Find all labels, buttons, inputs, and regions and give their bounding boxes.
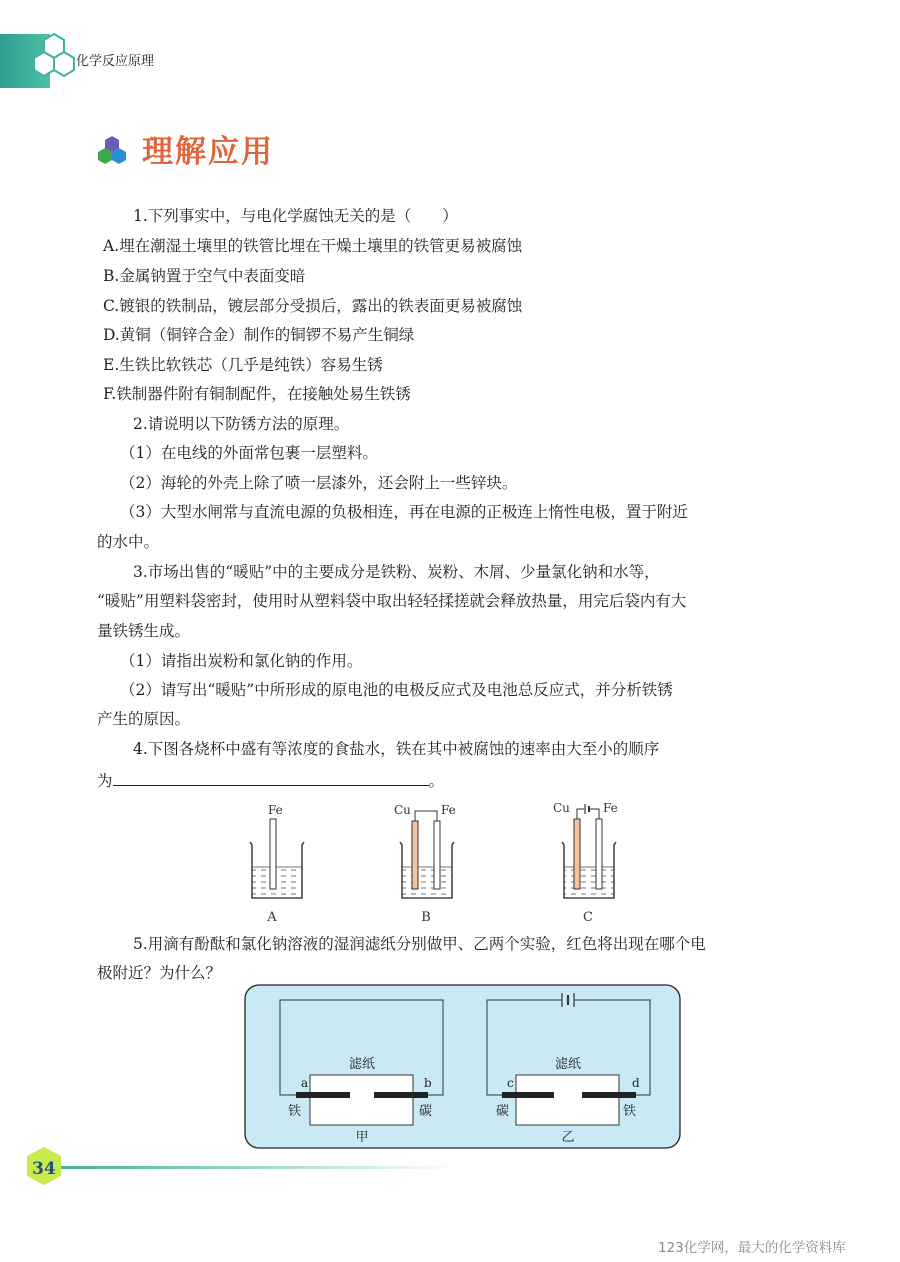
beaker-a bbox=[250, 803, 304, 925]
hexagon-logo-icon bbox=[28, 30, 80, 86]
q4-stem-line1: 4.下图各烧杯中盛有等浓度的食盐水，铁在其中被腐蚀的速率由大至小的顺序 bbox=[133, 740, 660, 758]
beaker-diagram bbox=[240, 795, 620, 930]
yi-paper-label: 滤纸 bbox=[554, 1057, 582, 1072]
q3-part-1: （1）请指出炭粉和氯化钠的作用。 bbox=[120, 652, 363, 670]
yi-letter-d: d bbox=[632, 1076, 640, 1090]
q1-option-e: E.生铁比软铁芯（几乎是纯铁）容易生锈 bbox=[103, 356, 383, 374]
q1-stem: 1.下列事实中，与电化学腐蚀无关的是（ ） bbox=[133, 207, 458, 225]
q5-stem-line1: 5.用滴有酚酞和氯化钠溶液的湿润滤纸分别做甲、乙两个实验，红色将出现在哪个电 bbox=[133, 935, 706, 953]
beaker-a-fe-label: Fe bbox=[268, 803, 283, 817]
yi-left-material: 碳 bbox=[496, 1104, 510, 1119]
filter-paper-experiment bbox=[244, 984, 682, 1150]
chapter-title: 化学反应原理 bbox=[76, 54, 155, 69]
beaker-a-label: A bbox=[267, 910, 277, 925]
q2-part-2: （2）海轮的外壳上除了喷一层漆外，还会附上一些锌块。 bbox=[120, 474, 518, 492]
jia-letter-b: b bbox=[424, 1076, 432, 1090]
q1-option-c: C.镀银的铁制品，镀层部分受损后，露出的铁表面更易被腐蚀 bbox=[103, 297, 523, 315]
cubes-icon bbox=[96, 134, 128, 166]
yi-right-material: 铁 bbox=[623, 1104, 637, 1119]
q3-stem-line1: 3.市场出售的“暖贴”中的主要成分是铁粉、炭粉、木屑、少量氯化钠和水等， bbox=[133, 563, 660, 581]
page-number-badge bbox=[20, 1144, 460, 1188]
q1-option-f: F.铁制器件附有铜制配件，在接触处易生铁锈 bbox=[103, 385, 411, 403]
section-title: 理解应用 bbox=[142, 134, 274, 170]
beaker-c-label: C bbox=[583, 910, 593, 925]
jia-letter-a: a bbox=[301, 1076, 309, 1090]
q3-stem-line3: 量铁锈生成。 bbox=[97, 622, 191, 640]
beaker-b-label: B bbox=[421, 910, 431, 925]
q3-part-2-line1: （2）请写出“暖贴”中所形成的原电池的电极反应式及电池总反应式，并分析铁锈 bbox=[120, 681, 673, 699]
yi-letter-c: c bbox=[507, 1076, 514, 1090]
jia-paper-label: 滤纸 bbox=[348, 1057, 376, 1072]
jia-left-material: 铁 bbox=[288, 1104, 302, 1119]
q1-option-d: D.黄铜（铜锌合金）制作的铜锣不易产生铜绿 bbox=[103, 326, 415, 344]
q5-stem-line2: 极附近？为什么？ bbox=[97, 964, 222, 982]
jia-right-material: 碳 bbox=[419, 1104, 433, 1119]
beaker-b-cu-label: Cu bbox=[394, 803, 411, 817]
page-number: 34 bbox=[32, 1159, 56, 1179]
watermark-text: 123化学网，最大的化学资料库 bbox=[658, 1240, 846, 1256]
beaker-c-fe-label: Fe bbox=[603, 801, 618, 815]
yi-caption: 乙 bbox=[561, 1130, 575, 1145]
beaker-b-fe-label: Fe bbox=[441, 803, 456, 817]
q1-option-b: B.金属钠置于空气中表面变暗 bbox=[103, 267, 306, 285]
beaker-c-cu-label: Cu bbox=[553, 801, 570, 815]
q3-stem-line2: “暖贴”用塑料袋密封，使用时从塑料袋中取出轻轻揉搓就会释放热量，用完后袋内有大 bbox=[97, 592, 687, 610]
q2-part-3-line2: 的水中。 bbox=[97, 533, 160, 551]
q4-prefix: 为 bbox=[97, 772, 113, 790]
answer-blank bbox=[113, 769, 429, 786]
q3-part-2-line2: 产生的原因。 bbox=[97, 710, 191, 728]
q4-stem-line2 bbox=[97, 769, 444, 791]
beaker-b bbox=[394, 803, 456, 925]
q2-stem: 2.请说明以下防锈方法的原理。 bbox=[133, 415, 350, 433]
beaker-c bbox=[553, 801, 618, 925]
q2-part-1: （1）在电线的外面常包裹一层塑料。 bbox=[120, 444, 378, 462]
q2-part-3-line1: （3）大型水闸常与直流电源的负极相连，再在电源的正极连上惰性电极，置于附近 bbox=[120, 503, 688, 521]
jia-caption: 甲 bbox=[355, 1130, 369, 1145]
q1-option-a: A.埋在潮湿土壤里的铁管比埋在干燥土壤里的铁管更易被腐蚀 bbox=[103, 237, 523, 255]
q4-suffix: 。 bbox=[428, 772, 445, 790]
